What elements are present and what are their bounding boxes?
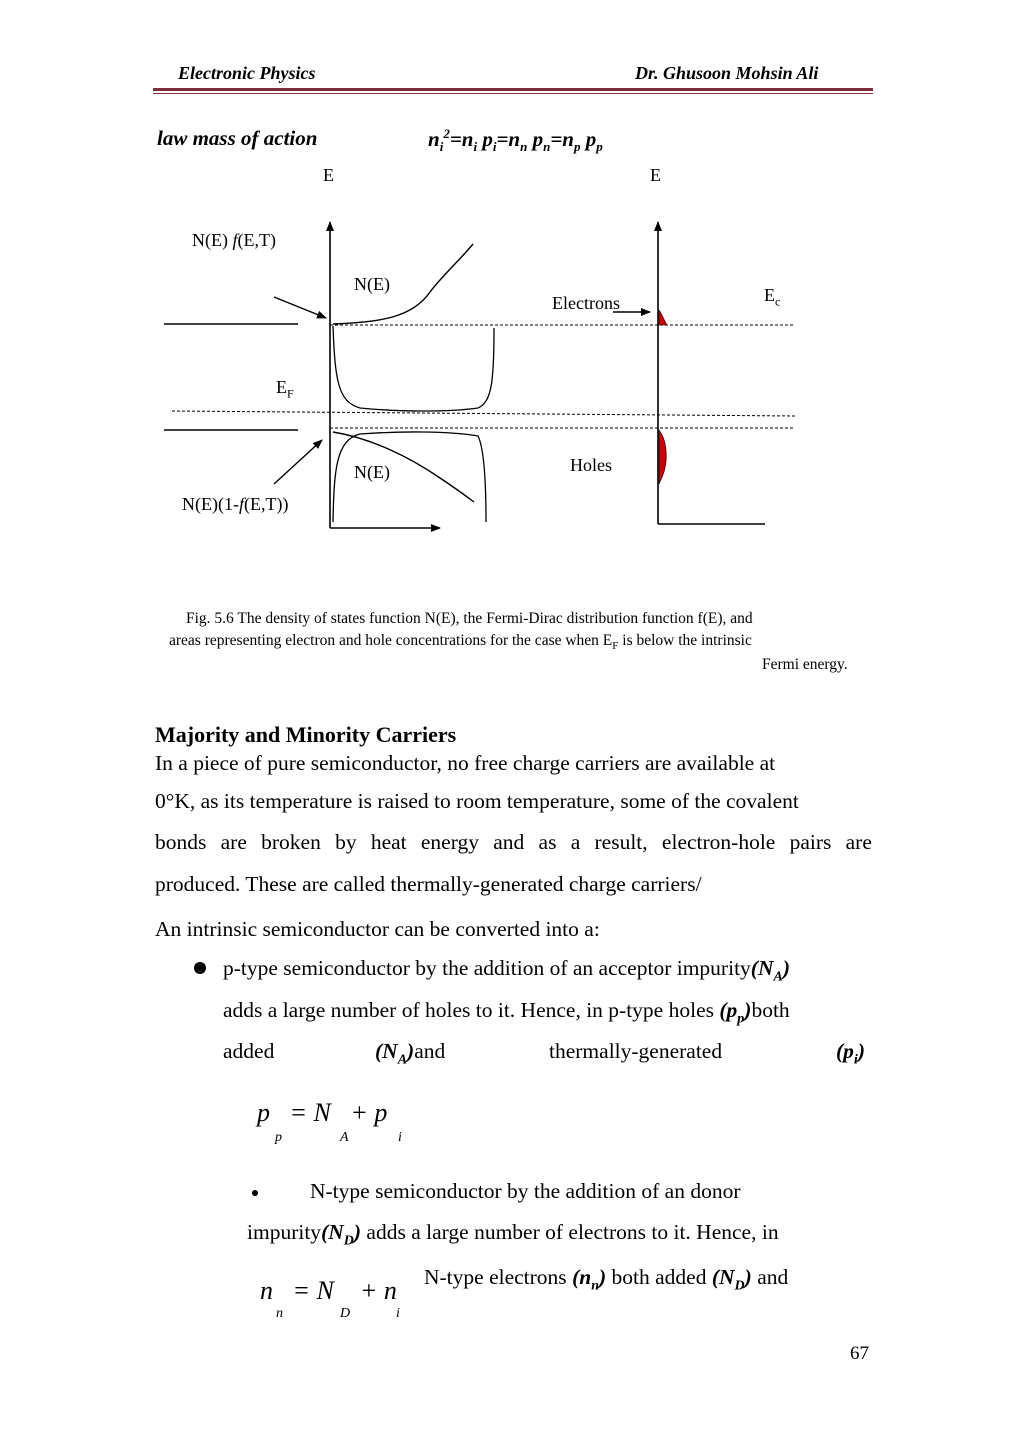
- eq-nn-sub-n: n: [276, 1306, 283, 1321]
- eq-pp-sub-a: A: [340, 1130, 349, 1145]
- ptype-line-3-b: $(N_A)and$: [375, 1039, 446, 1068]
- ne-upper-label: N(E): [354, 274, 390, 294]
- ptype-line-3-a: added: [223, 1039, 275, 1063]
- eq-pp-sub-i: i: [398, 1130, 402, 1145]
- page-number: 67: [850, 1343, 869, 1364]
- eq-nn-sub-d: D: [340, 1306, 351, 1321]
- electron-area: [659, 310, 667, 325]
- ef-dashed-line: [172, 411, 795, 416]
- ptype-line-1: p-type semiconductor by the addition of an acceptor $impurity(N_A)$: [223, 956, 790, 985]
- ntype-line-3: N-type electrons $(n_n)$ both added $(N_D)$ and: [424, 1265, 789, 1294]
- eq-pp-sub-p: p: [275, 1130, 282, 1145]
- ne-lower-label: N(E): [354, 462, 390, 482]
- one-minus-fermi-curve: [333, 432, 486, 522]
- eq-nn-sub-i: i: [396, 1306, 400, 1321]
- para-line-4: produced. These are called thermally-generated charge carriers/: [155, 872, 702, 896]
- ptype-line-3-c: thermally-generated: [549, 1039, 723, 1063]
- electrons-label: Electrons: [552, 293, 620, 313]
- header-left: Electronic Physics: [178, 63, 316, 83]
- axis-e-right-label: E: [650, 165, 661, 185]
- caption-line-1: Fig. 5.6 The density of states function N(E), the Fermi-Dirac distribution function f(E), and: [186, 610, 753, 627]
- nef-label: N(E) f(E,T): [192, 230, 276, 250]
- para-line-2: 0°K, as its temperature is raised to room temperature, some of the covalent: [155, 789, 799, 813]
- nef1-arrow: [274, 440, 322, 484]
- ptype-line-2: adds a large number of holes to it. Hence, in p-type holes $(p_p)both$: [223, 998, 790, 1027]
- ntype-line-1: N-type semiconductor by the addition of an donor: [310, 1179, 741, 1203]
- nef-arrow: [274, 297, 326, 318]
- nef1-label: N(E)(1-f(E,T)): [182, 494, 289, 514]
- ec-label: $E_c$: [764, 285, 781, 309]
- section-title: Majority and Minority Carriers: [155, 722, 457, 747]
- ef-label: $E_F$: [276, 377, 294, 401]
- holes-label: Holes: [570, 455, 612, 475]
- header-right: Dr. Ghusoon Mohsin Ali: [635, 63, 819, 83]
- ne-conduction-curve: [333, 244, 473, 324]
- law-equation: $n_i^2=n_i$ $p_i=n_n$ $p_n=n_p$ $p_p$: [428, 126, 603, 155]
- ne-valence-curve: [333, 432, 474, 502]
- bullet-ptype: [194, 962, 206, 974]
- fermi-function-curve: [333, 326, 494, 411]
- para-line-5: An intrinsic semiconductor can be converted into a:: [155, 917, 600, 941]
- band-diagram: [0, 0, 1024, 600]
- law-title: law mass of action: [157, 126, 318, 150]
- bullet-ntype: [252, 1190, 258, 1196]
- caption-line-2: areas representing electron and hole concentrations for the case when $E_F$ is below the intrinsic: [169, 632, 752, 653]
- para-line-3: bonds are broken by heat energy and as a result, electron-hole pairs are: [155, 830, 872, 854]
- hole-area: [659, 430, 666, 484]
- eq-nn-main: n = N + n: [260, 1276, 397, 1305]
- axis-e-left-label: E: [323, 165, 334, 185]
- eq-pp-main: p = N + p: [257, 1098, 388, 1127]
- ntype-line-2: $impurity(N_D)$ adds a large number of electrons to it. Hence, in: [247, 1220, 779, 1249]
- ptype-line-3-d: $(p_i)$: [836, 1039, 865, 1068]
- caption-line-3: Fermi energy.: [762, 656, 848, 673]
- para-line-1: In a piece of pure semiconductor, no free charge carriers are available at: [155, 751, 776, 775]
